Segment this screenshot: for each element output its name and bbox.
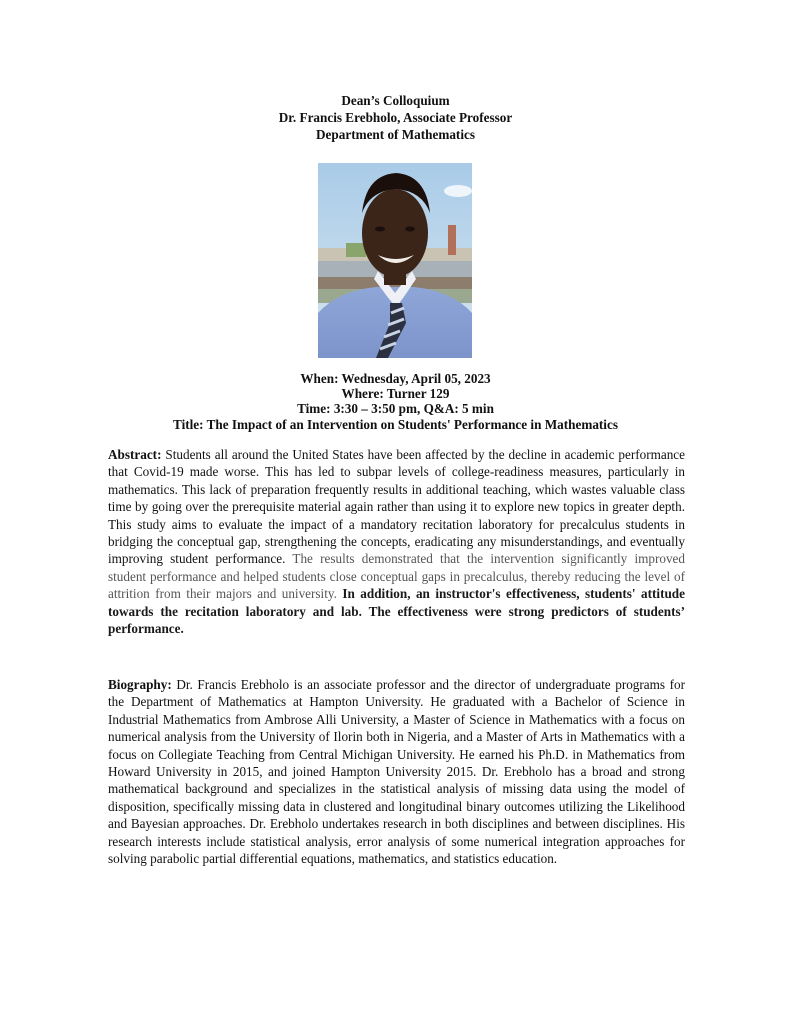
department-name: Department of Mathematics (316, 127, 475, 142)
abstract-section (108, 446, 685, 637)
abstract-text-predictors: In addition, an instructor's effectiveness, students' attitude towards the recitation laboratory and lab. The effectiveness were strong predictors of students’ performance. (108, 586, 685, 637)
event-title: Dean’s Colloquium (341, 93, 450, 108)
event-time: Time: 3:30 – 3:50 pm, Q&A: 5 min (297, 401, 494, 417)
speaker-name: Dr. Francis Erebholo, Associate Professor (278, 110, 513, 125)
biography-label: Biography: (108, 677, 172, 692)
abstract-text-intro: Students all around the United States have been affected by the decline in academic performance that Covid-19 made worse. This has led to subpar levels of college-readiness measures, particularly in mathematics. This lack of preparation frequently results in additional teaching, which wastes valuable class time by going over the prerequisite material again rather than using it to explore new topics in greater depth. This study aims to evaluate the impact of a mandatory recitation laboratory for precalculus students in bridging the conceptual gap, strengthening the concepts, eradicating any misunderstandings, and eventually improving student performance. (108, 447, 685, 567)
event-date: When: Wednesday, April 05, 2023 (300, 371, 491, 386)
document-header (0, 92, 791, 143)
abstract-label: Abstract: (108, 447, 162, 462)
biography-section (108, 676, 685, 867)
speaker-photo (318, 163, 472, 358)
portrait-icon (318, 163, 472, 358)
talk-title: Title: The Impact of an Intervention on Students' Performance in Mathematics (173, 416, 618, 432)
event-location: Where: Turner 129 (341, 386, 450, 402)
abstract-text-results: The results demonstrated that the intervention significantly improved student performance and helped students close conceptual gaps in precalculus, thereby reducing the level of attrition from their majors and university. (108, 551, 686, 602)
biography-text: Dr. Francis Erebholo is an associate professor and the director of undergraduate programs for the Department of Mathematics at Hampton University. He graduated with a Bachelor of Science in Industrial Mathematics from Ambrose Alli University, a Master of Science in Mathematics with a focus on numerical analysis from the University of Ilorin both in Nigeria, and a Master of Arts in Mathematics with a focus on Collegiate Teaching from Central Michigan University. He earned his Ph.D. in Mathematics from Howard University in 2015, and joined Hampton University 2015. Dr. Erebholo has a broad and strong mathematical background and specializes in the statistical analysis of missing data using the model of disposition, specifically missing data in clustered and longitudinal binary outcomes utilizing the Likelihood and Bayesian approaches. Dr. Erebholo undertakes research in both disciplines and between disciplines. His research interests include statistical analysis, error analysis of some numerical integration approaches for solving parabolic partial differential equations, mathematics, and statistics education. (108, 677, 685, 867)
event-details (0, 371, 791, 432)
